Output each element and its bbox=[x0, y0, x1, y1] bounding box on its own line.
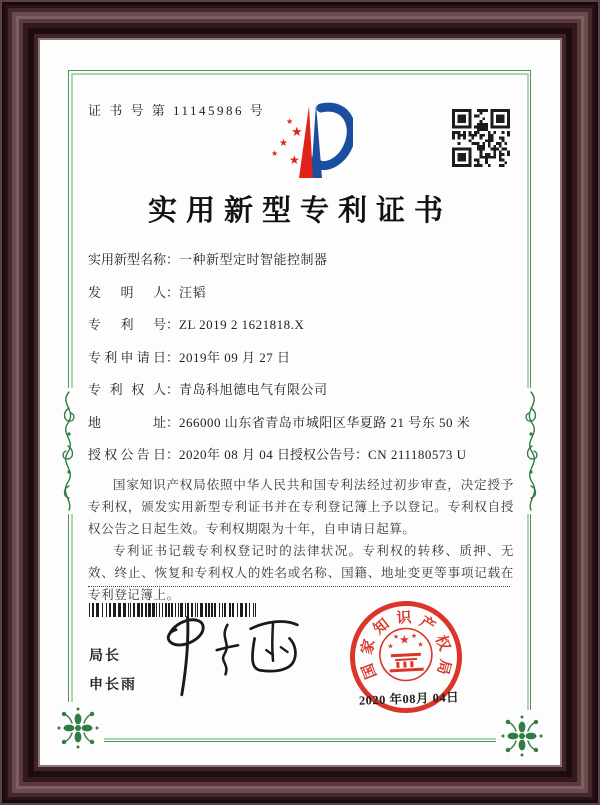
field-colon: ： bbox=[166, 349, 180, 365]
field-colon: ： bbox=[166, 317, 180, 332]
svg-text:★: ★ bbox=[410, 631, 418, 641]
seal-char: 识 bbox=[396, 610, 412, 627]
director-name: 申长雨 bbox=[89, 676, 137, 692]
field-label: 地址 bbox=[88, 414, 166, 430]
seal-date: 2020 年08月 04日 bbox=[358, 690, 460, 708]
field-colon: ： bbox=[166, 284, 180, 300]
national-emblem-icon bbox=[375, 624, 436, 690]
field-address bbox=[88, 415, 520, 448]
legal-paragraph-1: 国家知识产权局依照中华人民共和国专利法经过初步审查，决定授予专利权，颁发实用新型专利证书并在专利登记簿上予以登记。专利权自授权公告之日起生效。专利权期限为十年，自申请日起算。 bbox=[88, 478, 514, 536]
certificate-fields bbox=[88, 252, 520, 480]
field-label: 实用新型名称 bbox=[88, 252, 167, 267]
svg-text:★: ★ bbox=[271, 149, 279, 158]
seal-char: 局 bbox=[433, 657, 453, 677]
field-label: 专利申请日 bbox=[88, 349, 166, 365]
field-patent-number bbox=[88, 317, 520, 350]
field-inventor bbox=[88, 285, 520, 318]
field-colon: ： bbox=[166, 414, 180, 430]
svg-text:★: ★ bbox=[291, 125, 303, 140]
bottom-left-flower-ornament-icon bbox=[52, 702, 104, 754]
svg-text:★: ★ bbox=[286, 117, 294, 126]
cnipa-patent-logo-icon bbox=[253, 94, 353, 189]
director-title: 局长 bbox=[89, 647, 121, 663]
field-value: 汪韬 bbox=[179, 284, 207, 300]
field-colon: ： bbox=[166, 382, 180, 397]
field-value: ZL 2019 2 1621818.X bbox=[179, 317, 305, 332]
field-label: 专利号 bbox=[88, 317, 166, 332]
field-label: 发明人 bbox=[88, 284, 166, 300]
left-scroll-ornament-icon bbox=[53, 388, 85, 514]
field-colon: ： bbox=[355, 447, 369, 462]
dotted-separator bbox=[88, 586, 510, 587]
field-colon: ： bbox=[166, 447, 180, 462]
field-value: CN 211180573 U bbox=[368, 447, 467, 462]
field-value: 2020年 08 月 04 日 bbox=[179, 447, 291, 462]
svg-text:★: ★ bbox=[392, 632, 400, 642]
certificate-number: 证 书 号 第 11145986 号 bbox=[88, 103, 266, 118]
field-label: 专利权人 bbox=[88, 382, 166, 397]
svg-text:★: ★ bbox=[417, 640, 424, 649]
svg-text:★: ★ bbox=[289, 153, 300, 167]
seal-char: 国 bbox=[359, 660, 381, 681]
field-label: 授权公告日 bbox=[88, 447, 166, 462]
field-grant-number bbox=[290, 447, 467, 462]
seal-char: 权 bbox=[431, 633, 453, 654]
bottom-right-flower-ornament-icon bbox=[496, 710, 548, 762]
certificate-title: 实用新型专利证书 bbox=[147, 195, 452, 227]
director-block bbox=[89, 645, 137, 703]
field-label: 授权公告号 bbox=[290, 447, 356, 462]
field-patentee bbox=[88, 382, 520, 415]
field-value: 青岛科旭德电气有限公司 bbox=[179, 382, 328, 397]
svg-text:★: ★ bbox=[398, 632, 411, 647]
field-colon: ： bbox=[166, 252, 180, 267]
field-value: 一种新型定时智能控制器 bbox=[179, 252, 328, 267]
field-value: 266000 山东省青岛市城阳区华夏路 21 号东 50 米 bbox=[179, 414, 471, 430]
field-value: 2019年 09 月 27 日 bbox=[179, 349, 291, 365]
seal-char: 家 bbox=[359, 637, 379, 657]
director-signature-icon bbox=[142, 604, 307, 709]
svg-text:★: ★ bbox=[279, 138, 288, 149]
legal-paragraph-2: 专利证书记载专利权登记时的法律状况。专利权的转移、质押、无效、终止、恢复和专利权人的姓名或名称、国籍、地址变更等事项记载在专利登记簿上。 bbox=[88, 544, 514, 602]
field-filing-date bbox=[88, 350, 520, 383]
field-utility-model-name bbox=[88, 252, 520, 285]
svg-text:★: ★ bbox=[387, 642, 394, 651]
qr-code-icon bbox=[452, 109, 510, 167]
seal-char: 知 bbox=[370, 616, 393, 639]
seal-char: 产 bbox=[416, 613, 438, 636]
